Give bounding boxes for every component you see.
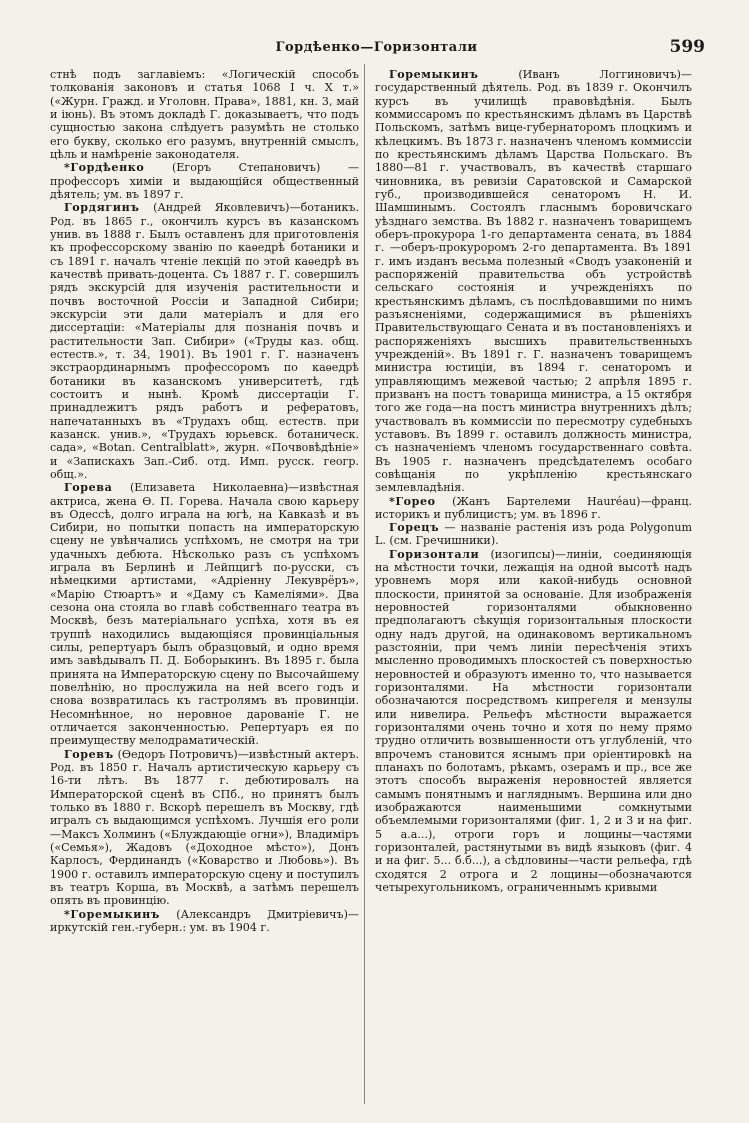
article-headword: Горизонтали [389,547,480,561]
article-continuation [50,68,359,161]
article-headword: Горецъ [389,521,440,535]
article-text: (Александръ Дмитріевичъ)—иркутскій ген.-губерн.: ум. въ 1904 г. [50,907,359,934]
page-number: 599 [669,37,705,57]
article-entry [375,495,692,522]
article-headword: *Горемыкинъ [64,907,160,921]
page-header [48,37,705,60]
column-divider [364,64,365,1104]
article-text: стнѣ подъ заглавіемъ: «Логическій способъ толкованія законовъ и статья 1068 I ч. X т.» («Журн. Гражд. и Уголовн. Права», 1881, кн. 3, май и іюнь). Въ этомъ докладѣ Г. доказываетъ, что подъ сущностью закона слѣдуетъ разумѣть не столько его букву, сколько его разумъ, внутренній смыслъ, цѣль и намѣреніе законодателя. [50,68,359,161]
article-entry [50,201,359,481]
article-headword: *Гореo [389,494,436,508]
article-headword: *Гордѣенко [64,161,145,175]
article-entry [50,748,359,908]
article-text: (Елизавета Николаевна)—извѣстная актриса, жена Ѳ. П. Горева. Начала свою карьеру въ Одессѣ, долго играла на югѣ, на Кавказѣ и въ Сибири, но попытки попасть на императорскую сцену не увѣнчались успѣхомъ, не смотря на три удачныхъ дебюта. Нѣсколько разъ съ успѣхомъ играла въ Берлинѣ и Лейпцигѣ по-русски, съ нѣмецкими артистами, «Адріенну Лекуврёръ», «Марію Стюартъ» и «Даму съ Камеліями». Два сезона она стояла во главѣ собственнаго театра въ Москвѣ, безъ матеріальнаго успѣха, хотя въ ея труппѣ находились выдающіяся провинціальныя силы, репертуаръ былъ образцовый, и одно время имъ завѣдывалъ П. Д. Боборыкинъ. Въ 1895 г. была принята на Императорскую сцену по Высочайшему повелѣнію, но прослужила на ней всего годъ и снова возвратилась къ гастролямъ въ провинціи. Несомнѣнное, но неровное дарованіе Г. не отличается законченностью. Репертуаръ ея по преимуществу мелодраматическій. [50,481,359,748]
article-text: (Егоръ Степановичъ) — профессоръ химіи и выдающійся общественный дѣятель; ум. въ 1897 г. [50,161,359,201]
running-title: Гордѣенко—Горизонтали [275,40,478,55]
article-headword: Горева [64,481,113,495]
article-headword: Горевъ [64,747,114,761]
article-text: (Иванъ Логгиновичъ)—государственный дѣятель. Род. въ 1839 г. Окончилъ курсъ въ училищѣ правовѣдѣнія. Былъ коммиссаромъ по крестьянскимъ дѣламъ въ Царствѣ Польскомъ, затѣмъ вице-губернаторомъ плоцкимъ и кѣлецкимъ. Въ 1873 г. назначенъ членомъ коммиссіи по крестьянскимъ дѣламъ Царства Польскаго. Въ 1880—81 г. участвовалъ, въ качествѣ старшаго чиновника, въ ревизіи Саратовской и Самарской губ., производившейся сенаторомъ Н. И. Шамшинымъ. Состоялъ гласнымъ боровичскаго уѣзднаго земства. Въ 1882 г. назначенъ товарищемъ оберъ-прокурора 1-го департамента сената, въ 1884 г. —оберъ-прокуроромъ 2-го департамента. Въ 1891 г. имъ изданъ весьма полезный «Сводъ узаконеній и распоряженій правительства объ устройствѣ сельскаго состоянія и учрежденіяхъ по крестьянскимъ дѣламъ, съ послѣдовавшими по нимъ разъясненіями, содержащимися въ рѣшеніяхъ Правительствующаго Сената и въ постановленіяхъ и распоряженіяхъ высшихъ правительственныхъ учрежденій». Въ 1891 г. Г. назначенъ товарищемъ министра юстиціи, въ 1894 г. сенаторомъ и управляющимъ межевой частью; 2 апрѣля 1895 г. призванъ на постъ товарища министра, а 15 октября того же года—на постъ министра внутреннихъ дѣлъ; участвовалъ въ коммиссіи по пересмотру судебныхъ уставовъ. Въ 1899 г. оставилъ должность министра, съ назначеніемъ членомъ государственнаго совѣта. Въ 1905 г. назначенъ предсѣдателемъ особаго совѣщанія по укрѣпленію крестьянскаго землевладѣнія. [375,68,692,495]
article-entry [375,548,692,895]
article-text: (Жанъ Бартелеми Hauréau)—франц. историкъ и публицистъ; ум. въ 1896 г. [375,494,692,521]
article-text: (изогипсы)—линіи, соединяющія на мѣстности точки, лежащія на одной высотѣ надъ уровнемъ моря или какой-нибудь основной плоскости, принятой за основаніе. Для изображенія неровностей горизонталями обыкновенно предполагаютъ сѣкущія горизонтальныя плоскости одну надъ другой, на одинаковомъ вертикальномъ разстояніи, при чемъ линіи пересѣченія этихъ мысленно проводимыхъ плоскостей съ поверхностью неровностей и образуютъ именно то, что называется горизонталями. На мѣстности горизонтали обозначаются посредствомъ кипрегеля и мензулы или нивелира. Рельефъ мѣстности выражается горизонталями очень точно и хотя по нему прямо трудно отличить возвышенности отъ углубленій, что впрочемъ становится яснымъ при оріентировкѣ на планахъ по болотамъ, рѣкамъ, озерамъ и пр., все же этотъ способъ выраженія неровностей является самымъ понятнымъ и нагляднымъ. Вершина или дно изображаются наименьшими сомкнутыми объемлемыми горизонталями (фиг. 1, 2 и 3 и на фиг. 5 a.a...), отроги горъ и лощины—частями горизонталей, растянутыми въ видѣ языковъ (фиг. 4 и на фиг. 5... б.б...), а сѣдловины—части рельефа, гдѣ сходятся 2 отрога и 2 лощины—обозначаются четырехугольникомъ, ограниченнымъ кривыми [375,547,692,895]
article-text: — названіе растенія изъ рода Polygonum L. (см. Гречишники). [375,521,692,548]
right-column [375,68,692,894]
article-entry [375,68,692,495]
article-entry [50,481,359,748]
article-text: (Ѳедоръ Потровичъ)—извѣстный актеръ. Род. въ 1850 г. Началъ артистическую карьеру съ 16-ти лѣтъ. Въ 1877 г. дебютировалъ на Императорской сценѣ въ СПб., но принятъ былъ только въ 1880 г. Вскорѣ перешелъ въ Москву, гдѣ игралъ съ выдающимся успѣхомъ. Лучшія его роли—Максъ Холминъ («Блуждающіе огни»), Владиміръ («Семья»), Жадовъ («Доходное мѣсто»), Донъ Карлосъ, Фердинандъ («Коварство и Любовь»). Въ 1900 г. оставилъ императорскую сцену и поступилъ въ театръ Корша, въ Москвѣ, а затѣмъ перешелъ опять въ провинцію. [50,747,359,908]
article-entry [375,521,692,548]
article-headword: Гордягинъ [64,201,140,215]
article-entry [50,161,359,201]
article-text: (Андрей Яковлевичъ)—ботаникъ. Род. въ 1865 г., окончилъ курсъ въ казанскомъ унив. въ 1888 г. Былъ оставленъ для приготовленія къ профессорскому званію по каѳедрѣ ботаники и съ 1891 г. началъ чтеніе лекцій по этой каѳедрѣ въ качествѣ привать-доцента. Съ 1887 г. Г. совершилъ рядъ экскурсій для изученія растительности и почвъ восточной Россіи и Западной Сибири; экскурсіи эти дали матеріалъ и для его диссертаціи: «Матеріалы для познанія почвъ и растительности Зап. Сибири» («Труды каз. общ. естеств.», т. 34, 1901). Въ 1901 г. Г. назначенъ экстраординарнымъ профессоромъ по каѳедрѣ ботаники въ казанскомъ университетѣ, гдѣ состоитъ и нынѣ. Кромѣ диссертаціи Г. принадлежитъ рядъ работъ и рефератовъ, напечатанныхъ въ «Трудахъ общ. естеств. при казанск. унив.», «Трудахъ юрьевск. ботаническ. сада», «Botan. Centralblatt», журн. «Почвовѣдѣніе» и «Запискахъ Зап.-Сиб. отд. Имп. русск. геогр. общ.». [50,201,359,481]
article-headword: Горемыкинъ [389,68,479,81]
left-column [50,68,359,934]
article-entry [50,908,359,935]
